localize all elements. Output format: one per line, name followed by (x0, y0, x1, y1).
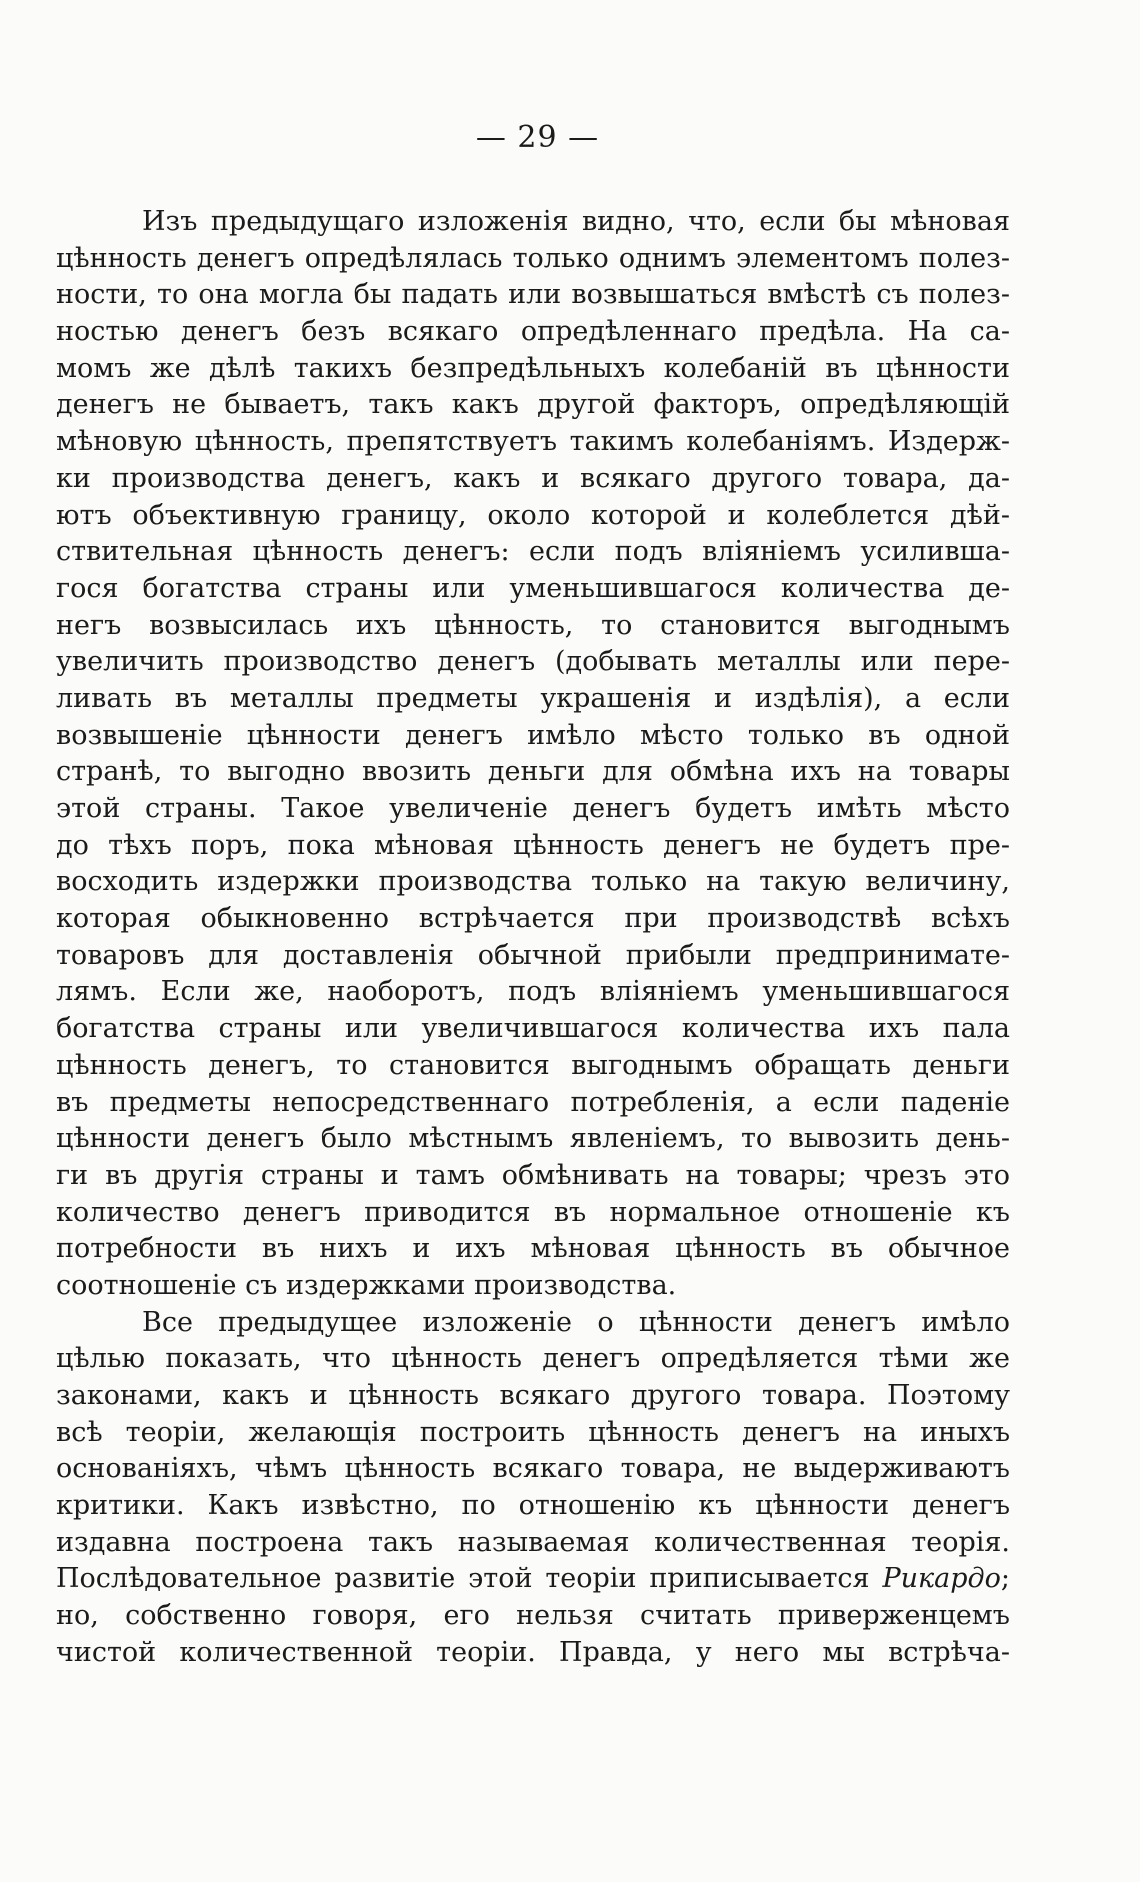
line-text: этой страны. Такое увеличеніе денегъ будетъ имѣть мѣсто (56, 793, 1010, 824)
line-text: ности, то она могла бы падать или возвышаться вмѣстѣ съ полез- (56, 279, 1010, 311)
line-text: цѣнность денегъ опредѣлялась только однимъ элементомъ полез- (56, 242, 1010, 274)
text-line-38 (56, 1561, 1010, 1598)
line-text: ки производства денегъ, какъ и всякаго другого товара, да- (56, 462, 1010, 494)
text-line-28 (56, 1195, 1010, 1232)
text-line-7 (56, 424, 1010, 461)
line-text: увеличить производство денегъ (добывать металлы или пере- (56, 646, 1010, 678)
line-text: лямъ. Если же, наоборотъ, подъ вліяніемъ уменьшившагося (56, 976, 1010, 1008)
line-text: ливать въ металлы предметы украшенія и издѣлія), а если (56, 682, 1010, 714)
text-line-4 (56, 314, 1010, 351)
line-text: законами, какъ и цѣнность всякаго другого товара. Поэтому (56, 1380, 1010, 1411)
text-line-33 (56, 1378, 1010, 1415)
line-text: чистой количественной теоріи. Правда, у него мы встрѣча- (56, 1636, 1010, 1668)
text-line-31 (56, 1305, 1010, 1342)
line-text: критики. Какъ извѣстно, по отношенію къ цѣнности денегъ (56, 1490, 1010, 1522)
text-line-10 (56, 534, 1010, 571)
line-text: до тѣхъ поръ, пока мѣновая цѣнность денегъ не будетъ пре- (56, 829, 1010, 861)
line-text: богатства страны или увеличившагося количества ихъ пала (56, 1013, 1010, 1045)
line-text: Все предыдущее изложеніе о цѣнности денегъ имѣло (142, 1306, 1010, 1338)
line-text: издавна построена такъ называемая количественная теорія. (56, 1526, 1010, 1558)
text-line-25 (56, 1085, 1010, 1122)
text-line-14 (56, 681, 1010, 718)
line-text: цѣнность денегъ, то становится выгоднымъ обращать деньги (56, 1049, 1010, 1081)
line-text: цѣнности денегъ было мѣстнымъ явленіемъ, то вывозить день- (56, 1123, 1010, 1155)
text-line-19 (56, 864, 1010, 901)
line-text: мѣновую цѣнность, препятствуетъ такимъ колебаніямъ. Издерж- (56, 426, 1010, 458)
line-text: но, собственно говоря, его нельзя считать приверженцемъ (56, 1600, 1010, 1632)
line-text: ги въ другія страны и тамъ обмѣнивать на товары; чрезъ это (56, 1159, 1010, 1191)
line-text: всѣ теоріи, желающія построить цѣнность денегъ на иныхъ (56, 1416, 1010, 1448)
text-line-29 (56, 1231, 1010, 1268)
line-text: товаровъ для доставленія обычной прибыли предпринимате- (56, 939, 1010, 971)
line-text: негъ возвысилась ихъ цѣнность, то становится выгоднымъ (56, 609, 1010, 641)
text-line-2 (56, 241, 1010, 278)
line-punctuation: ; (1000, 1563, 1010, 1595)
text-line-8 (56, 461, 1010, 498)
line-text: ностью денегъ безъ всякаго опредѣленнаго предѣла. На са- (56, 316, 1010, 348)
page-number: — 29 — (475, 120, 600, 155)
line-text: момъ же дѣлѣ такихъ безпредѣльныхъ колебаній въ цѣнности (56, 352, 1010, 384)
line-text: соотношеніе съ издержками производства. (56, 1269, 677, 1301)
text-line-34 (56, 1415, 1010, 1452)
text-line-23 (56, 1011, 1010, 1048)
text-line-32 (56, 1341, 1010, 1378)
line-text: Изъ предыдущаго изложенія видно, что, если бы мѣновая (142, 206, 1010, 237)
text-line-39 (56, 1598, 1010, 1635)
line-text: восходить издержки производства только на такую величину, (56, 866, 1010, 898)
text-line-12 (56, 608, 1010, 645)
body-text (56, 204, 1010, 1672)
text-line-11 (56, 571, 1010, 608)
text-line-21 (56, 938, 1010, 975)
line-text: странѣ, то выгодно ввозить деньги для обмѣна ихъ на товары (56, 756, 1010, 788)
text-line-20 (56, 901, 1010, 938)
line-text: Послѣдовательное развитіе этой теоріи приписывается (56, 1563, 883, 1595)
text-line-18 (56, 828, 1010, 865)
text-line-35 (56, 1451, 1010, 1488)
text-line-36 (56, 1488, 1010, 1525)
line-text: количество денегъ приводится въ нормальное отношеніе къ (56, 1196, 1010, 1228)
text-line-13 (56, 644, 1010, 681)
text-line-1 (56, 204, 1010, 241)
text-line-37 (56, 1525, 1010, 1562)
text-line-6 (56, 387, 1010, 424)
text-line-27 (56, 1158, 1010, 1195)
line-text: основаніяхъ, чѣмъ цѣнность всякаго товара, не выдерживаютъ (56, 1453, 1010, 1485)
line-text: ютъ объективную границу, около которой и колеблется дѣй- (56, 499, 1010, 531)
text-line-15 (56, 718, 1010, 755)
text-line-26 (56, 1121, 1010, 1158)
line-text: возвышеніе цѣнности денегъ имѣло мѣсто только въ одной (56, 719, 1010, 751)
text-line-40 (56, 1635, 1010, 1672)
line-text: которая обыкновенно встрѣчается при производствѣ всѣхъ (56, 903, 1010, 935)
line-text: ствительная цѣнность денегъ: если подъ вліяніемъ усилившa- (56, 536, 1010, 568)
text-line-9 (56, 498, 1010, 535)
line-text: гося богатства страны или уменьшившагося количества де- (56, 572, 1010, 604)
text-line-30 (56, 1268, 1010, 1305)
text-line-3 (56, 277, 1010, 314)
text-line-22 (56, 974, 1010, 1011)
line-text: денегъ не бываетъ, такъ какъ другой факторъ, опредѣляющій (56, 389, 1010, 421)
line-text: потребности въ нихъ и ихъ мѣновая цѣнность въ обычное (56, 1233, 1010, 1265)
author-name: Рикардо (882, 1563, 1001, 1595)
text-line-16 (56, 754, 1010, 791)
text-line-17 (56, 791, 1010, 828)
text-line-24 (56, 1048, 1010, 1085)
text-line-5 (56, 351, 1010, 388)
line-text: въ предметы непосредственнаго потребленія, а если паденіе (56, 1086, 1010, 1118)
line-text: цѣлью показать, что цѣнность денегъ опредѣляется тѣми же (56, 1343, 1010, 1375)
